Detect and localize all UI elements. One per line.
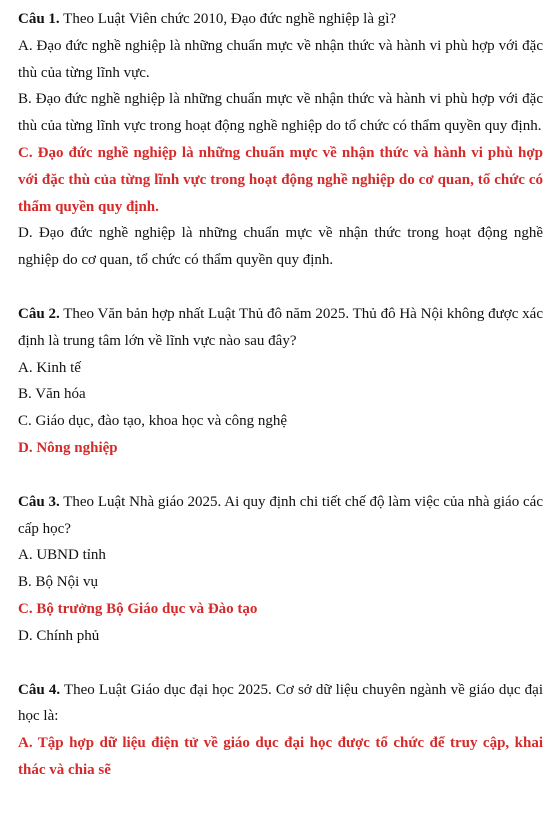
answer-option-b: B. Bộ Nội vụ bbox=[18, 574, 99, 591]
question-label: Câu 3. bbox=[18, 493, 60, 510]
question-label: Câu 2. bbox=[18, 305, 60, 322]
question-label: Câu 4. bbox=[18, 681, 61, 698]
question-text: Theo Văn bản hợp nhất Luật Thủ đô năm 2025. Thủ đô Hà Nội không được xác định là trung tâm lớn về lĩnh vực nào sau đây? bbox=[18, 305, 543, 349]
question-text: Theo Luật Nhà giáo 2025. Ai quy định chi tiết chế độ làm việc của nhà giáo các cấp học? bbox=[18, 493, 543, 537]
question-stem bbox=[18, 301, 543, 355]
answer-option-a: A. UBND tỉnh bbox=[18, 547, 106, 564]
question-1 bbox=[18, 6, 543, 274]
answer-option-d: D. Đạo đức nghề nghiệp là những chuẩn mực về nhận thức trong hoạt động nghề nghiệp do cơ quan, tổ chức có thẩm quyền quy định. bbox=[18, 225, 543, 269]
question-stem bbox=[18, 6, 543, 33]
correct-answer-option-c: C. Bộ trưởng Bộ Giáo dục và Đào tạo bbox=[18, 600, 258, 617]
question-text: Theo Luật Viên chức 2010, Đạo đức nghề nghiệp là gì? bbox=[59, 11, 397, 27]
question-stem bbox=[18, 489, 543, 543]
question-3 bbox=[18, 489, 543, 650]
question-stem bbox=[18, 677, 543, 731]
correct-answer-option-d: D. Nông nghiệp bbox=[18, 439, 118, 456]
question-4 bbox=[18, 677, 543, 784]
answer-option-c: C. Giáo dục, đào tạo, khoa học và công nghệ bbox=[18, 413, 288, 430]
question-label: Câu 1. bbox=[18, 11, 60, 27]
answer-option-a: A. Kinh tế bbox=[18, 359, 81, 376]
question-text: Theo Luật Giáo dục đại học 2025. Cơ sở dữ liệu chuyên ngành về giáo dục đại học là: bbox=[18, 681, 543, 725]
answer-option-b: B. Đạo đức nghề nghiệp là những chuẩn mực về nhận thức và hành vi phù hợp với đặc thù của từng lĩnh vực trong hoạt động nghề nghiệp do tổ chức có thẩm quyền quy định. bbox=[18, 91, 543, 135]
answer-option-d: D. Chính phủ bbox=[18, 627, 100, 644]
answer-option-b: B. Văn hóa bbox=[18, 386, 86, 403]
correct-answer-option-c: C. Đạo đức nghề nghiệp là những chuẩn mực về nhận thức và hành vi phù hợp với đặc thù của từng lĩnh vực trong hoạt động nghề nghiệp do cơ quan, tổ chức có thẩm quyền quy định. bbox=[18, 144, 543, 215]
question-2 bbox=[18, 301, 543, 462]
answer-option-a: A. Đạo đức nghề nghiệp là những chuẩn mực về nhận thức và hành vi phù hợp với đặc thù của từng lĩnh vực. bbox=[18, 37, 543, 81]
correct-answer-option-a: A. Tập hợp dữ liệu điện tử về giáo dục đại học được tổ chức để truy cập, khai thác và chia sẽ bbox=[18, 735, 543, 778]
